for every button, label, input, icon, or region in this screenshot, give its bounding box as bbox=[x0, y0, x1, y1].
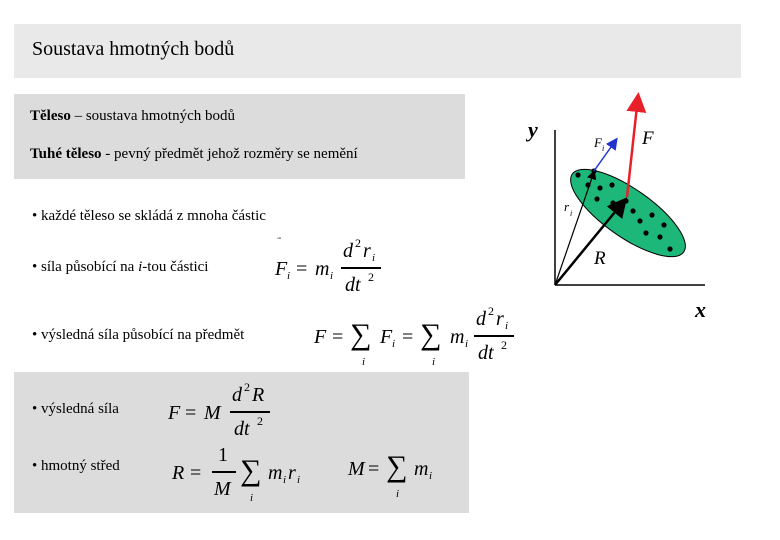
formula2-sum1: ∑ bbox=[350, 318, 372, 351]
particle bbox=[661, 222, 666, 227]
formula5-m: m bbox=[414, 458, 429, 480]
bullet-force-particle-post: -tou částici bbox=[142, 259, 209, 275]
particle bbox=[575, 172, 580, 177]
formula4-R: R bbox=[172, 462, 185, 484]
formula1-eq: = bbox=[296, 258, 308, 280]
axis-y-label: y bbox=[528, 117, 538, 142]
formula1-m: m bbox=[315, 258, 330, 280]
label-Fi: F bbox=[594, 135, 602, 150]
formula2-r: r bbox=[496, 308, 504, 330]
formula4-fraction-bar bbox=[212, 471, 236, 473]
formula2-sum2: ∑ bbox=[420, 318, 442, 351]
formula3-dt-two: 2 bbox=[257, 414, 263, 428]
bullet-resultant-force: • výsledná síla bbox=[32, 401, 119, 417]
formula5-m-i: i bbox=[429, 470, 433, 482]
formula1-dt: dt bbox=[345, 274, 361, 296]
definition-rigid bbox=[30, 146, 358, 163]
particle bbox=[649, 212, 654, 217]
formula4-sum: ∑ bbox=[240, 454, 262, 487]
definition-rigid-text: - pevný předmět jehož rozměry se nemění bbox=[101, 146, 358, 162]
formula1-r-i: i bbox=[372, 252, 376, 264]
formula2-sum2-i: i bbox=[432, 356, 436, 368]
particle bbox=[637, 218, 642, 223]
particle bbox=[667, 246, 672, 251]
definition-body-term: Těleso bbox=[30, 108, 71, 124]
particle bbox=[597, 185, 602, 190]
formula1-two: 2 bbox=[355, 236, 361, 250]
formula-particle-force bbox=[275, 236, 395, 298]
formula3-R: R bbox=[252, 384, 265, 406]
bullet-particles: • každé těleso se skládá z mnoha částic bbox=[32, 208, 266, 224]
formula2-m-i: i bbox=[465, 338, 469, 350]
formula1-F: F bbox=[275, 258, 288, 280]
formula5-eq: = bbox=[368, 458, 380, 480]
formula3-fraction-bar bbox=[230, 411, 270, 413]
formula4-r-i: i bbox=[297, 474, 301, 486]
formula-total-mass bbox=[348, 440, 448, 506]
formula2-F: F bbox=[314, 326, 327, 348]
formula3-dt: dt bbox=[234, 418, 250, 440]
definition-rigid-term: Tuhé těleso bbox=[30, 146, 102, 162]
particle bbox=[630, 208, 635, 213]
particle bbox=[643, 230, 648, 235]
bullet-force-particle-pre: • síla působící na bbox=[32, 259, 139, 275]
formula1-dt-two: 2 bbox=[368, 270, 374, 284]
bullet-resultant-force-object: • výsledná síla působící na předmět bbox=[32, 327, 245, 343]
formula2-fraction-bar bbox=[474, 335, 514, 337]
formula3-F: F bbox=[168, 402, 181, 424]
formula2-two: 2 bbox=[488, 304, 494, 318]
formula3-d: d bbox=[232, 384, 242, 406]
formula3-M: M bbox=[204, 402, 221, 424]
formula1-m-i: i bbox=[330, 270, 334, 282]
formula4-M: M bbox=[214, 478, 231, 500]
formula2-dt-two: 2 bbox=[501, 338, 507, 352]
formula-center-of-mass bbox=[172, 440, 312, 506]
particle bbox=[594, 196, 599, 201]
label-ri: r bbox=[564, 199, 570, 214]
formula1-r: r bbox=[363, 240, 371, 262]
label-Fi-sub: i bbox=[602, 144, 605, 153]
bullet-force-particle-index: i bbox=[138, 259, 143, 275]
formula4-one: 1 bbox=[218, 444, 228, 466]
formula2-Fi: F bbox=[380, 326, 393, 348]
particle bbox=[657, 234, 662, 239]
formula2-dt: dt bbox=[478, 342, 494, 364]
label-R: R bbox=[594, 248, 606, 269]
formula4-eq: = bbox=[190, 462, 202, 484]
resultant-force-vector-F bbox=[627, 97, 638, 197]
formula4-sum-i: i bbox=[250, 492, 254, 504]
formula3-eq: = bbox=[185, 402, 197, 424]
formula5-M: M bbox=[348, 458, 365, 480]
definitions-box bbox=[14, 94, 465, 179]
label-ri-sub: i bbox=[570, 209, 573, 218]
particle-system-diagram bbox=[520, 85, 760, 325]
formula-newton-system bbox=[168, 380, 278, 442]
particle bbox=[609, 182, 614, 187]
slide-title: Soustava hmotných bodů bbox=[32, 38, 235, 60]
formula5-sum: ∑ bbox=[386, 450, 408, 483]
formula1-d: d bbox=[343, 240, 353, 262]
definition-body-text: – soustava hmotných bodů bbox=[70, 108, 235, 124]
formula1-i: i bbox=[287, 270, 291, 282]
formula4-r: r bbox=[288, 462, 296, 484]
axis-x-label: x bbox=[695, 297, 706, 322]
formula1-fraction-bar bbox=[341, 267, 381, 269]
formula2-sum1-i: i bbox=[362, 356, 366, 368]
label-F: F bbox=[642, 128, 654, 149]
formula-resultant-force bbox=[314, 304, 519, 370]
particle bbox=[623, 198, 628, 203]
particle bbox=[610, 200, 615, 205]
formula4-m: m bbox=[268, 462, 283, 484]
formula3-two: 2 bbox=[244, 380, 250, 394]
formula2-eq2: = bbox=[402, 326, 414, 348]
formula2-d: d bbox=[476, 308, 486, 330]
formula2-r-i: i bbox=[505, 320, 509, 332]
definition-body bbox=[30, 108, 235, 125]
formula4-m-i: i bbox=[283, 474, 287, 486]
formula2-m: m bbox=[450, 326, 465, 348]
formula2-eq1: = bbox=[332, 326, 344, 348]
bullet-center-of-mass: • hmotný střed bbox=[32, 458, 120, 474]
bullet-force-particle bbox=[32, 259, 208, 276]
formula2-Fi-i: i bbox=[392, 338, 396, 350]
formula5-sum-i: i bbox=[396, 488, 400, 500]
